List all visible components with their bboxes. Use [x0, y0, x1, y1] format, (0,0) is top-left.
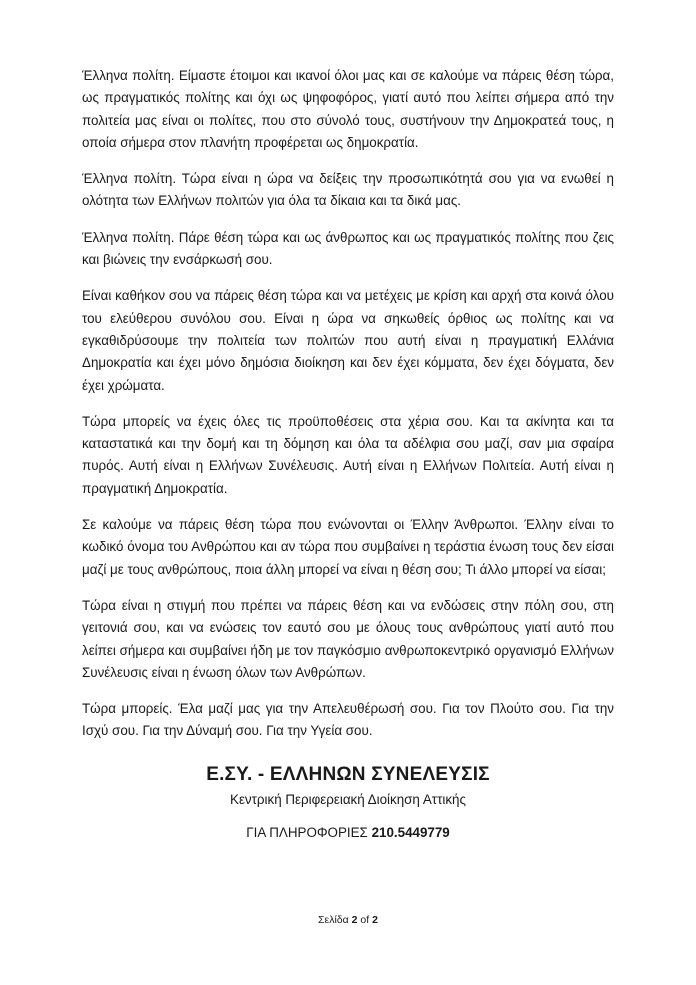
paragraph: Έλληνα πολίτη. Είμαστε έτοιμοι και ικανοί όλοι μας και σε καλούμε να πάρεις θέση τώρα, ως πραγματικός πολίτης και όχι ως ψηφοφόρος, γιατί αυτό που λείπει σήμερα από την πολιτεία μας είναι οι πολίτες, που στο σύνολό τους, συστήνουν την Δημοκρατεά τους, η οποία σήμερα στον πλανήτη προφέρεται ως δημοκρατία. — [82, 68, 614, 150]
body-text — [82, 65, 614, 743]
organization-subtitle: Κεντρική Περιφερειακή Διοίκηση Αττικής — [230, 792, 466, 807]
page-number — [0, 914, 696, 926]
page-separator: of — [360, 914, 370, 926]
contact-phone: 210.5449779 — [371, 825, 450, 840]
paragraph: Τώρα μπορείς. Έλα μαζί μας για την Απελευθέρωσή σου. Για τον Πλούτο σου. Για την Ισχύ σου. Για την Δύναμή σου. Για την Υγεία σου. — [82, 701, 614, 739]
paragraph: Τώρα είναι η στιγμή που πρέπει να πάρεις θέση και να ενδώσεις στην πόλη σου, στη γειτονιά σου, και να ενώσεις τον εαυτό σου με όλους τους ανθρώπους γιατί αυτό που λείπει σήμερα και συμβαίνει ήδη με τον παγκόσμιο ανθρωποκεντρικό οργανισμό Ελλήνων Συνέλευσις είναι η ένωση όλων των Ανθρώπων. — [82, 597, 614, 680]
paragraph: Έλληνα πολίτη. Τώρα είναι η ώρα να δείξεις την προσωπικότητά σου για να ενωθεί η ολότητα των Ελλήνων πολιτών για όλα τα δίκαια και τα δικά μας. — [82, 171, 614, 209]
contact-info — [82, 825, 614, 840]
paragraph: Τώρα μπορείς να έχεις όλες τις προϋποθέσεις στα χέρια σου. Και τα ακίνητα και τα καταστατικά και την δομή και τη δόμηση και όλα τα αδέλφια σου μαζί, σαν μια σφαίρα πυρός. Αυτή είναι η Ελλήνων Συνέλευσις. Αυτή είναι η Ελλήνων Πολιτεία. Αυτή είναι η πραγματική Δημοκρατία. — [82, 413, 614, 496]
paragraph: Σε καλούμε να πάρεις θέση τώρα που ενώνονται οι Έλλην Άνθρωποι. Έλλην είναι το κωδικό όνομα του Ανθρώπου και αν τώρα που συμβαίνει η τεράστια ένωση τους δεν είσαι μαζί με τους ανθρώπους, ποια άλλη μπορεί να είναι η θέση σου; Τι άλλο μπορεί να είσαι; — [82, 517, 614, 577]
organization-title: Ε.ΣΥ. - ΕΛΛΗΝΩΝ ΣΥΝΕΛΕΥΣΙΣ — [206, 764, 490, 785]
paragraph: Έλληνα πολίτη. Πάρε θέση τώρα και ως άνθρωπος και ως πραγματικός πολίτης που ζεις και βιώνεις την ενσάρκωσή σου. — [82, 229, 614, 268]
page-current: 2 — [351, 914, 358, 926]
paragraph: Είναι καθήκον σου να πάρεις θέση τώρα και να μετέχεις με κρίση και αρχή στα κοινά όλου του ελεύθερου συνόλου σου. Είναι η ώρα να σηκωθείς όρθιος ως πολίτης και να εγκαθιδρύσουμε την πολιτεία των πολιτών που αυτή είναι η πραγματική Ελλάνια Δημοκρατία και έχει μόνο δημόσια διοίκηση και δεν έχει κόμματα, δεν έχει δόγματα, δεν έχει χρώματα. — [82, 288, 614, 393]
page-label: Σελίδα — [318, 914, 349, 926]
contact-label: ΓΙΑ ΠΛΗΡΟΦΟΡΙΕΣ — [246, 825, 368, 840]
page-total: 2 — [372, 914, 378, 926]
